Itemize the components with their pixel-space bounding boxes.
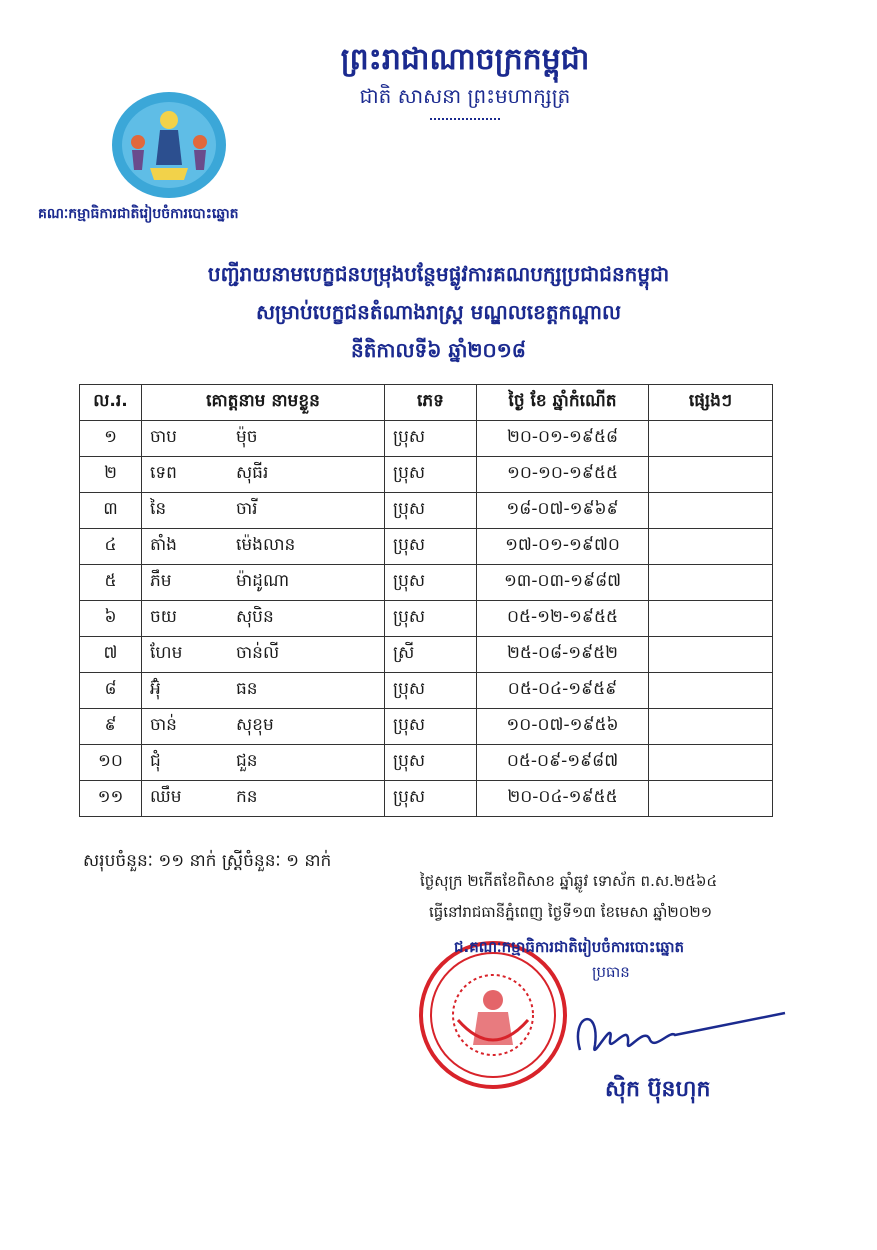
candidate-table	[79, 384, 773, 817]
row-number: ៤	[80, 529, 142, 565]
row-given-name: សុខុម	[228, 709, 385, 745]
signer-title: ជ.គណៈកម្មាធិការជាតិរៀបចំការបោះឆ្នោត	[454, 938, 685, 956]
row-surname: ឈឹម	[142, 781, 229, 817]
row-other	[649, 673, 773, 709]
document-title	[80, 255, 797, 369]
place-date: ធ្វើនៅរាជធានីភ្នំពេញ ថ្ងៃទី១៣ ខែមេសា ឆ្នាំ២០២១	[429, 903, 713, 921]
row-surname: ចាប	[142, 421, 229, 457]
table-row	[80, 565, 773, 601]
kingdom-motto: ជាតិ សាសនា ព្រះមហាក្សត្រ	[359, 84, 571, 108]
table-row	[80, 493, 773, 529]
row-surname: ទេព	[142, 457, 229, 493]
row-surname: នៃ	[142, 493, 229, 529]
row-sex: ប្រុស	[385, 457, 477, 493]
row-other	[649, 601, 773, 637]
row-sex: ស្រី	[385, 637, 477, 673]
title-line-2: សម្រាប់បេក្ខជនតំណាងរាស្ត្រ មណ្ឌលខេត្តកណ្តាល	[255, 300, 622, 324]
row-sex: ប្រុស	[385, 673, 477, 709]
row-number: ៧	[80, 637, 142, 673]
title-line-1: បញ្ជីរាយនាមបេក្ខជនបម្រុងបន្ថែមផ្លូវការគណបក្សប្រជាជនកម្ពុជា	[207, 262, 670, 286]
row-surname: ជុំ	[142, 745, 229, 781]
official-seal	[418, 940, 568, 1090]
header-other: ផ្សេងៗ	[649, 385, 773, 421]
row-dob: ១០-១០-១៩៥៥	[477, 457, 649, 493]
row-dob: ០៥-១២-១៩៥៥	[477, 601, 649, 637]
row-dob: ១៨-០៧-១៩៦៩	[477, 493, 649, 529]
row-number: ១០	[80, 745, 142, 781]
row-sex: ប្រុស	[385, 781, 477, 817]
row-given-name: ម៉េងលាន	[228, 529, 385, 565]
row-number: ៦	[80, 601, 142, 637]
row-surname: ភឹម	[142, 565, 229, 601]
header-name: គោត្តនាម នាមខ្លួន	[142, 385, 385, 421]
row-surname: តាំង	[142, 529, 229, 565]
table-row	[80, 637, 773, 673]
row-other	[649, 565, 773, 601]
row-sex: ប្រុស	[385, 493, 477, 529]
row-given-name: ធន	[228, 673, 385, 709]
row-other	[649, 709, 773, 745]
signer-role: ប្រធាន	[592, 963, 630, 981]
row-dob: ២០-០១-១៩៥៨	[477, 421, 649, 457]
title-line-3: នីតិកាលទី៦ ឆ្នាំ២០១៨	[351, 338, 526, 362]
row-number: ៣	[80, 493, 142, 529]
row-other	[649, 457, 773, 493]
table-row	[80, 529, 773, 565]
kingdom-header	[300, 40, 630, 120]
row-number: ៩	[80, 709, 142, 745]
row-other	[649, 421, 773, 457]
row-surname: ហែម	[142, 637, 229, 673]
row-given-name: សុបិន	[228, 601, 385, 637]
row-surname: ចយ	[142, 601, 229, 637]
row-given-name: ចាន់លី	[228, 637, 385, 673]
row-dob: ០៥-០៤-១៩៥៩	[477, 673, 649, 709]
row-surname: ចាន់	[142, 709, 229, 745]
signer-name: ស៊ិក ប៊ុនហុក	[605, 1077, 711, 1102]
row-sex: ប្រុស	[385, 709, 477, 745]
row-given-name: ចារី	[228, 493, 385, 529]
row-sex: ប្រុស	[385, 421, 477, 457]
header-divider	[430, 118, 500, 120]
table-row	[80, 673, 773, 709]
lunar-date: ថ្ងៃសុក្រ ២កើតខែពិសាខ ឆ្នាំឆ្លូវ ទោស័ក ព.ស.២៥៦៤	[420, 872, 718, 890]
row-dob: ២៥-០៨-១៩៥២	[477, 637, 649, 673]
row-sex: ប្រុស	[385, 601, 477, 637]
table-header-row	[80, 385, 773, 421]
kingdom-title: ព្រះរាជាណាចក្រកម្ពុជា	[340, 42, 590, 77]
row-given-name: ជួន	[228, 745, 385, 781]
header-no: ល.រ.	[80, 385, 142, 421]
row-dob: ១៧-០១-១៩៧០	[477, 529, 649, 565]
table-row	[80, 781, 773, 817]
row-dob: ០៥-០៩-១៩៨៧	[477, 745, 649, 781]
row-given-name: ម៉ាដូណា	[228, 565, 385, 601]
table-row	[80, 709, 773, 745]
row-other	[649, 529, 773, 565]
committee-name: គណៈកម្មាធិការជាតិរៀបចំការបោះឆ្នោត	[38, 206, 239, 222]
row-sex: ប្រុស	[385, 529, 477, 565]
row-number: ៨	[80, 673, 142, 709]
row-number: ១១	[80, 781, 142, 817]
row-other	[649, 493, 773, 529]
table-row	[80, 421, 773, 457]
row-other	[649, 637, 773, 673]
table-row	[80, 457, 773, 493]
header-dob: ថ្ងៃ ខែ ឆ្នាំកំណើត	[477, 385, 649, 421]
row-number: ២	[80, 457, 142, 493]
header-sex: ភេទ	[385, 385, 477, 421]
table-row	[80, 601, 773, 637]
summary-count: សរុបចំនួនៈ ១១ នាក់ ស្ត្រីចំនួនៈ ១ នាក់	[83, 851, 332, 871]
row-other	[649, 745, 773, 781]
signature	[560, 995, 790, 1070]
row-given-name: ម៉ុច	[228, 421, 385, 457]
row-number: ៥	[80, 565, 142, 601]
row-sex: ប្រុស	[385, 745, 477, 781]
row-surname: អ៊ុំ	[142, 673, 229, 709]
row-other	[649, 781, 773, 817]
row-dob: ១០-០៧-១៩៥៦	[477, 709, 649, 745]
row-given-name: សុធីរ	[228, 457, 385, 493]
nec-logo	[110, 90, 228, 200]
row-given-name: កន	[228, 781, 385, 817]
table-body	[80, 421, 773, 817]
row-number: ១	[80, 421, 142, 457]
row-dob: ២០-០៤-១៩៥៥	[477, 781, 649, 817]
table-row	[80, 745, 773, 781]
row-sex: ប្រុស	[385, 565, 477, 601]
row-dob: ១៣-០៣-១៩៨៧	[477, 565, 649, 601]
